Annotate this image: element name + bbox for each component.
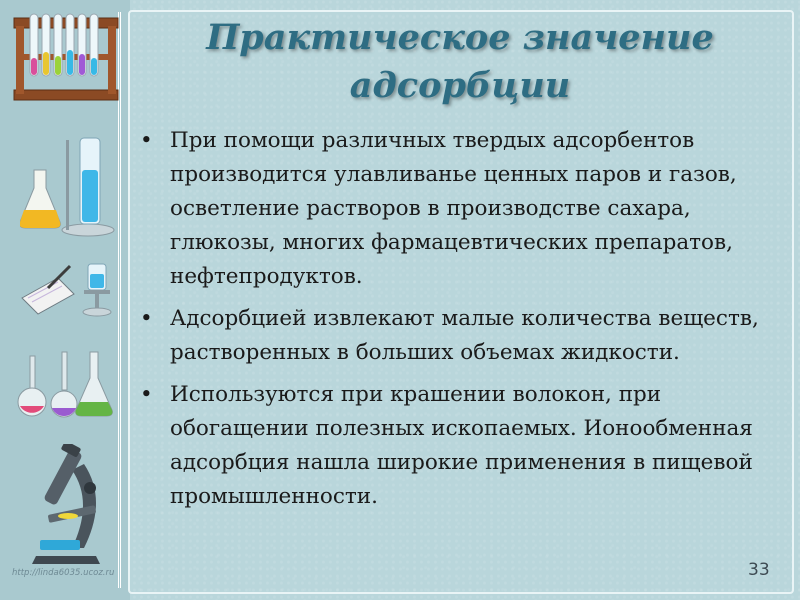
notebook-and-burner-icon	[18, 258, 118, 320]
bullet-text: Адсорбцией извлекают малые количества веществ, растворенных в больших объемах жидкости.	[170, 306, 759, 365]
bullet-list	[138, 124, 778, 522]
page-number: 33	[748, 560, 770, 580]
colored-flasks-icon	[16, 348, 116, 420]
site-url: http://linda6035.ucoz.ru	[12, 568, 115, 578]
bullet-item	[138, 124, 778, 294]
bullet-item	[138, 302, 778, 370]
microscope-icon	[26, 444, 118, 566]
flask-and-cylinder-icon	[20, 130, 120, 240]
slide-title: Практическое значение адсорбции	[206, 17, 714, 106]
bullet-marker: •	[140, 382, 153, 407]
test-tube-rack-icon	[12, 12, 120, 102]
bullet-text: При помощи различных твердых адсорбентов производится улавливанье ценных паров и газов, осветление растворов в производстве сахара, глюкозы, многих фармацевтических препаратов, нефтепродуктов.	[170, 128, 737, 289]
bullet-item	[138, 378, 778, 514]
bullet-text: Используются при крашении волокон, при обогащении полезных ископаемых. Ионообменная адсорбция нашла широкие применения в пищевой промышленности.	[170, 382, 753, 509]
bullet-marker: •	[140, 306, 153, 331]
bullet-marker: •	[140, 128, 153, 153]
